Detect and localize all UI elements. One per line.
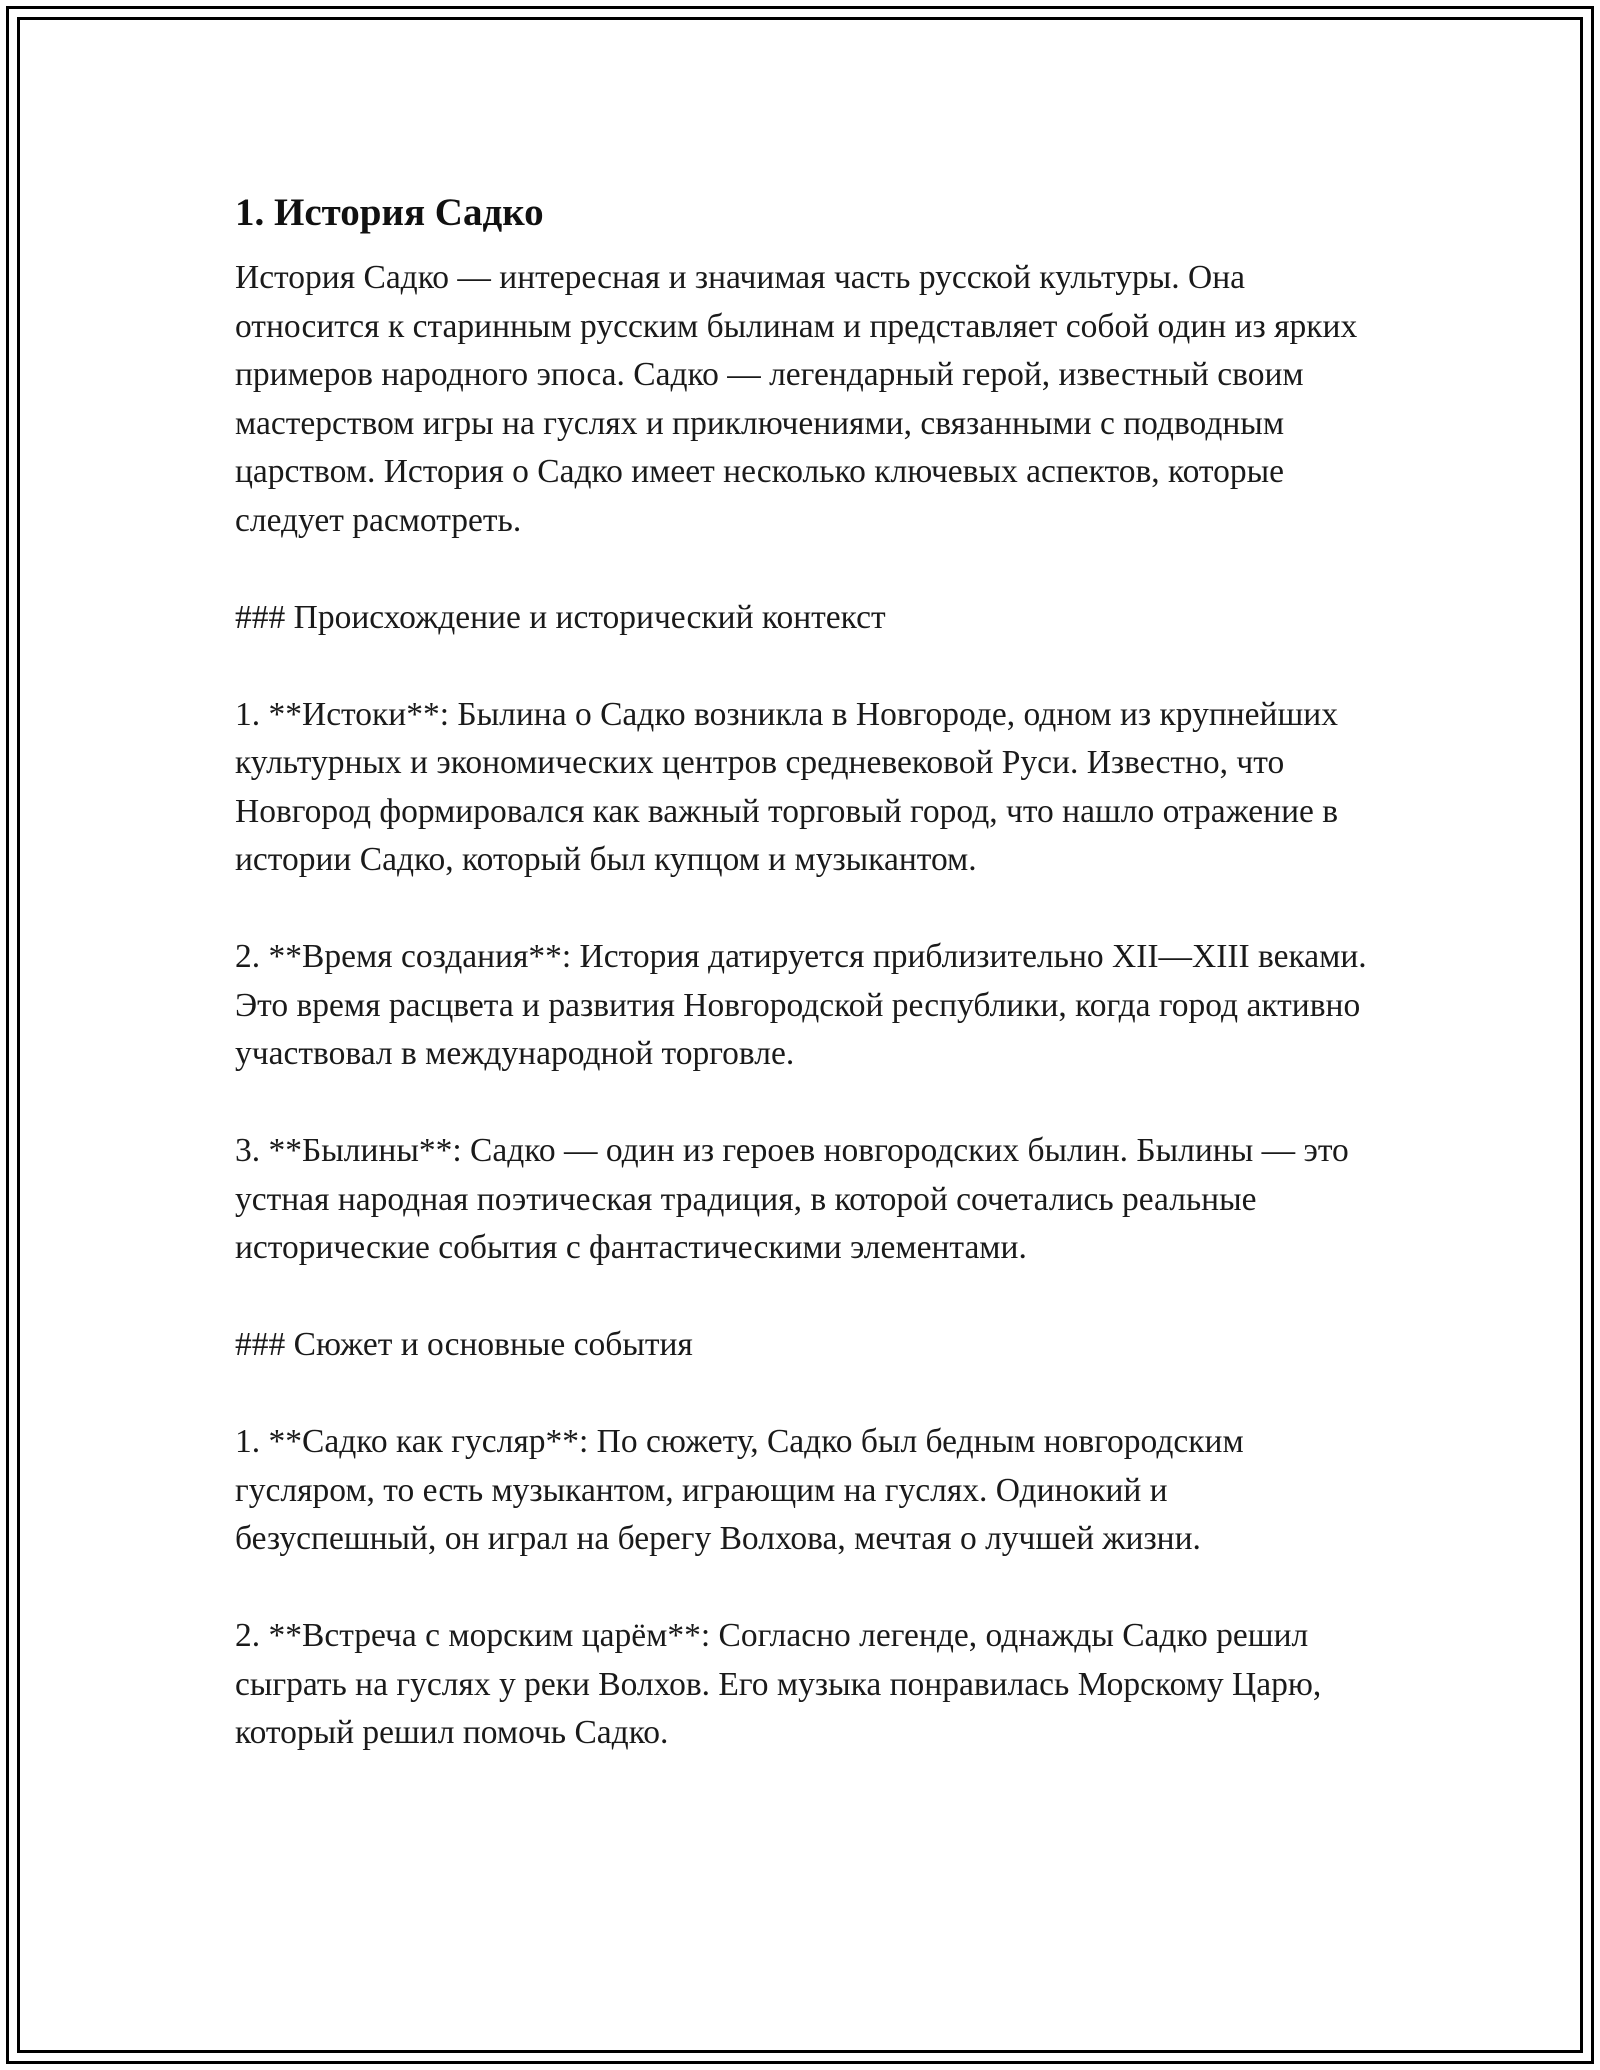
- list-item-origins: 1. **Истоки**: Былина о Садко возникла в Новгороде, одном из крупнейших культурных и экономических центров средневековой Руси. Известно, что Новгород формировался как важный торговый город, что нашло отражение в истории Садко, который был купцом и музыкантом.: [235, 695, 1339, 878]
- section-heading-origin: ### Происхождение и исторический контекст: [235, 598, 886, 636]
- list-item-creation-time: 2. **Время создания**: История датируется приблизительно XII—XIII веками. Это время расцвета и развития Новгородской республики, когда город активно участвовал в международной торговле.: [235, 938, 1367, 1072]
- section-heading-plot: ### Сюжет и основные события: [235, 1326, 693, 1363]
- document-title: 1. История Садко: [235, 191, 544, 234]
- intro-paragraph: История Садко — интересная и значимая часть русской культуры. Она относится к старинным русским былинам и представляет собой один из ярких примеров народного эпоса. Садко — легендарный герой, известный своим мастерством игры на гуслях и приключениями, связанными с подводным царством. История о Садко имеет несколько ключевых аспектов, которые следует расмотреть.: [235, 259, 1358, 539]
- list-item-byliny: 3. **Былины**: Садко — один из героев новгородских былин. Былины — это устная народная поэтическая традиция, в которой сочетались реальные исторические события с фантастическими элементами.: [235, 1132, 1349, 1266]
- list-item-sea-tsar-meeting: 2. **Встреча с морским царём**: Согласно легенде, однажды Садко решил сыграть на гуслях у реки Волхов. Его музыка понравилась Морскому Царю, который решил помочь Садко.: [235, 1617, 1322, 1751]
- list-item-sadko-gusliar: 1. **Садко как гусляр**: По сюжету, Садко был бедным новгородским гусляром, то есть музыкантом, играющим на гуслях. Одинокий и безуспешный, он играл на берегу Волхова, мечтая о лучшей жизни.: [235, 1423, 1244, 1557]
- document-body: [235, 183, 1375, 1758]
